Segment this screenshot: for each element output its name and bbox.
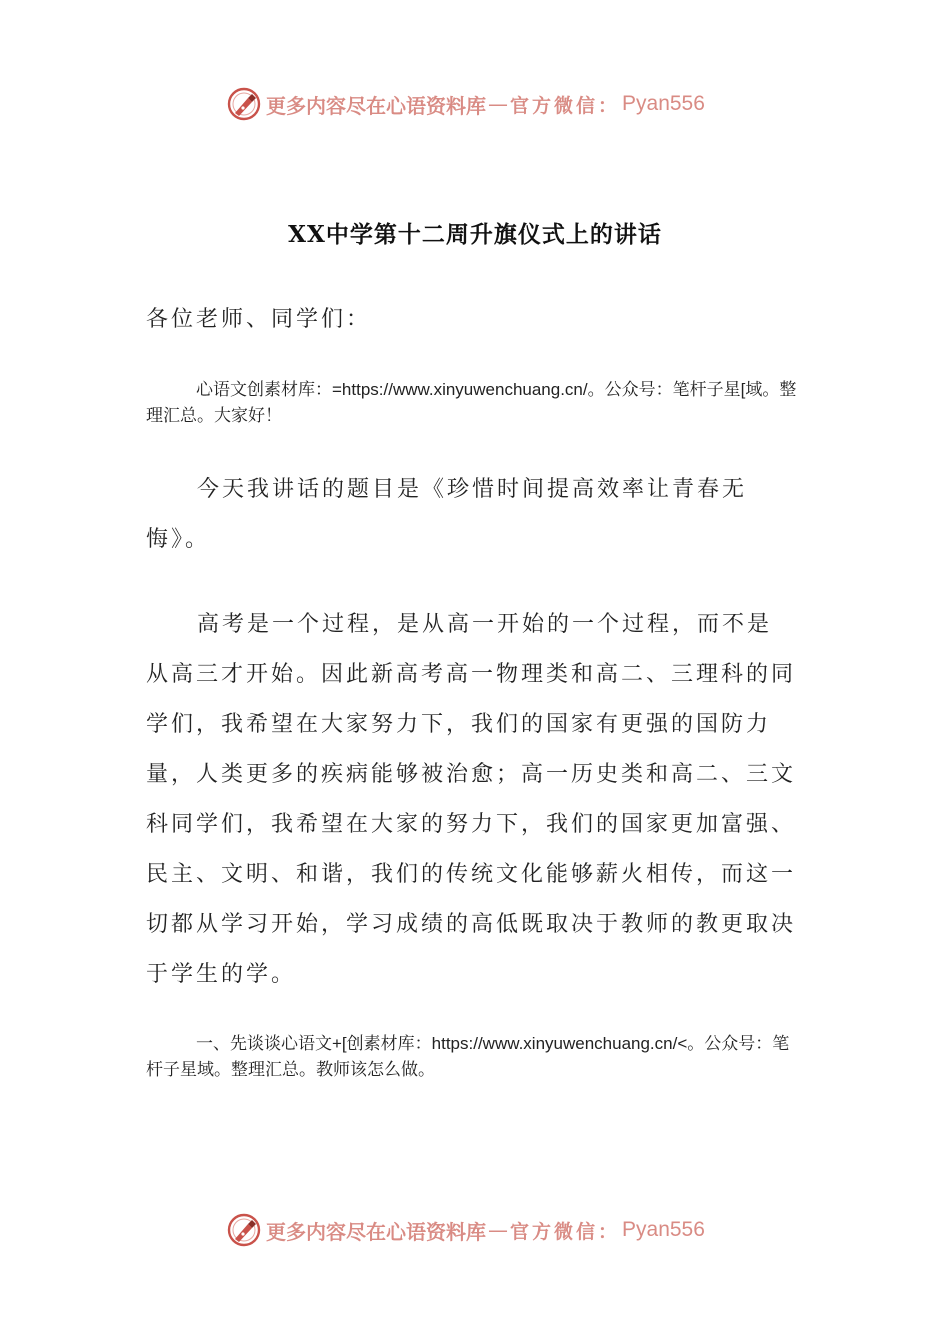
source-note-1: 心语文创素材库：=https://www.xinyuwenchuang.cn/。公众号：笔杆子星[域。整理汇总。大家好！ xyxy=(146,380,797,425)
banner-wechat-id: Pyan556 xyxy=(622,92,705,115)
document-title: XX中学第十二周升旗仪式上的讲话 xyxy=(288,221,662,248)
banner-wechat-label: 官方微信： xyxy=(510,1220,621,1243)
salutation: 各位老师、同学们： xyxy=(146,307,372,332)
pen-nib-logo-icon xyxy=(226,1212,262,1248)
banner-wechat-id: Pyan556 xyxy=(622,1218,705,1241)
paragraph-topic: 今天我讲话的题目是《珍惜时间提高效率让青春无悔》。 xyxy=(146,477,748,552)
banner-main-text: 更多内容尽在心语资料库 xyxy=(266,1219,486,1244)
banner-separator: — xyxy=(488,92,508,116)
banner-wechat-label: 官方微信： xyxy=(510,94,621,117)
header-banner[interactable] xyxy=(226,84,705,124)
pen-nib-logo-icon xyxy=(226,86,262,122)
source-note-2: 一、先谈谈心语文+[创素材库：https://www.xinyuwenchuang.cn/<。公众号：笔杆子星域。整理汇总。教师该怎么做。 xyxy=(146,1034,790,1079)
paragraph-body: 高考是一个过程，是从高一开始的一个过程，而不是从高三才开始。因此新高考高一物理类和高二、三理科的同学们，我希望在大家努力下，我们的国家有更强的国防力量，人类更多的疾病能够被治愈；高一历史类和高二、三文科同学们，我希望在大家的努力下，我们的国家更加富强、民主、文明、和谐，我们的传统文化能够薪火相传，而这一切都从学习开始，学习成绩的高低既取决于教师的教更取决于学生的学。 xyxy=(146,612,797,987)
footer-banner[interactable] xyxy=(226,1210,705,1250)
banner-separator: — xyxy=(488,1218,508,1242)
banner-main-text: 更多内容尽在心语资料库 xyxy=(266,93,486,118)
